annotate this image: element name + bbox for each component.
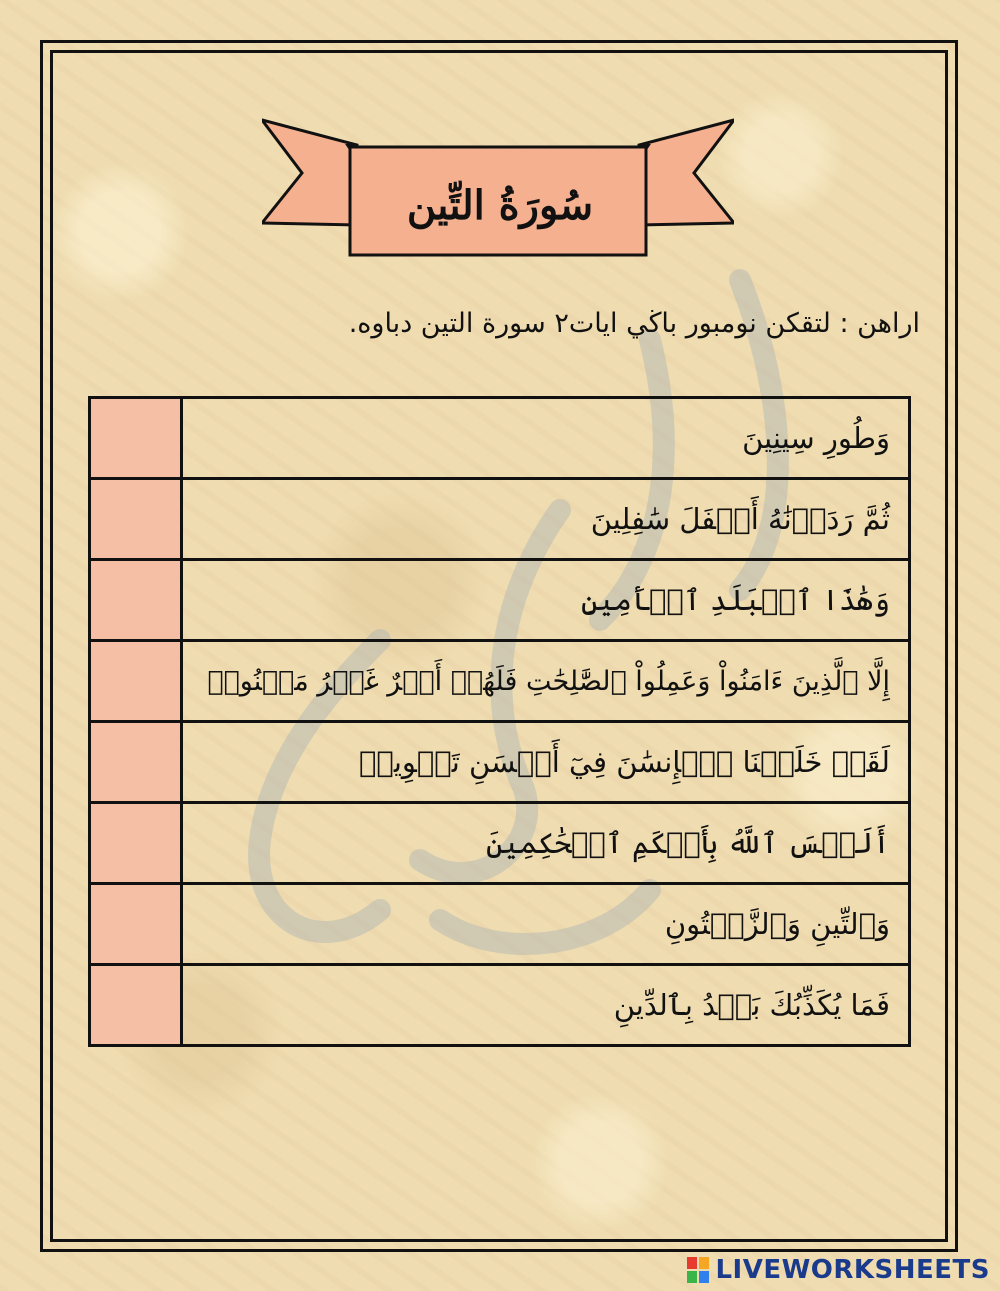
table-row — [90, 884, 910, 965]
page-title: سُورَةُ التِّين — [406, 181, 594, 229]
answer-cell[interactable] — [90, 641, 182, 722]
ayah-text: لَقَدۡ خَلَقۡنَا ٱلۡإِنسَٰنَ فِيٓ أَحۡسَنِ تَقۡوِيمٖ — [182, 722, 910, 803]
ayat-table — [88, 396, 911, 1047]
ayah-text: وَهَٰذَا ٱلۡبَلَدِ ٱلۡأَمِينِ — [182, 560, 910, 641]
ayah-text: فَمَا يُكَذِّبُكَ بَعۡدُ بِٱلدِّينِ — [182, 965, 910, 1046]
ayah-text: وَٱلتِّينِ وَٱلزَّيۡتُونِ — [182, 884, 910, 965]
table-row — [90, 965, 910, 1046]
liveworksheets-icon — [687, 1257, 709, 1283]
ayah-text: أَلَيۡسَ ٱللَّهُ بِأَحۡكَمِ ٱلۡحَٰكِمِينَ — [182, 803, 910, 884]
table-row — [90, 479, 910, 560]
ayah-text: إِلَّا ٱلَّذِينَ ءَامَنُواْ وَعَمِلُواْ ٱلصَّٰلِحَٰتِ فَلَهُمۡ أَجۡرٌ غَيۡرُ مَمۡنُونٖ — [182, 641, 910, 722]
answer-cell[interactable] — [90, 398, 182, 479]
ayah-text: ثُمَّ رَدَدۡنَٰهُ أَسۡفَلَ سَٰفِلِينَ — [182, 479, 910, 560]
liveworksheets-logo[interactable] — [687, 1255, 990, 1285]
instruction-text: اراهن : لتقكن نومبور باڬي ايات٢ سورة التين دباوه. — [348, 308, 920, 339]
answer-cell[interactable] — [90, 803, 182, 884]
answer-cell[interactable] — [90, 560, 182, 641]
table-row — [90, 398, 910, 479]
table-row — [90, 803, 910, 884]
table-row — [90, 560, 910, 641]
table-row — [90, 641, 910, 722]
answer-cell[interactable] — [90, 884, 182, 965]
answer-cell[interactable] — [90, 965, 182, 1046]
answer-cell[interactable] — [90, 722, 182, 803]
ayah-text: وَطُورِ سِينِينَ — [182, 398, 910, 479]
table-row — [90, 722, 910, 803]
brand-text: LIVEWORKSHEETS — [715, 1255, 990, 1285]
answer-cell[interactable] — [90, 479, 182, 560]
